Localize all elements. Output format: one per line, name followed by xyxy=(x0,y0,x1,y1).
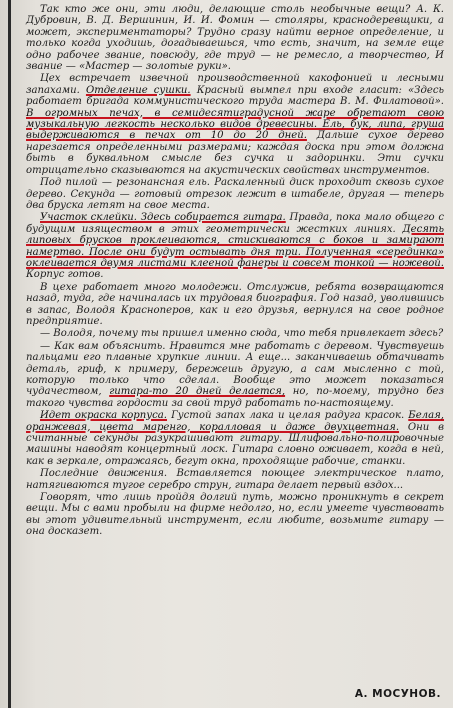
paragraph-intro: Так кто же они, эти люди, делающие столь необычные вещи? А. К. Дубровин, В. Д. Вершинин, И. И. Фомин — столяры, краснодеревщики, а может, экспериментаторы? Трудно сразу найти верное определение, и только когда уходишь, догадываешься, что есть, значит, на земле еще одно рабочее звание, повсюду, где труд — не ремесло, а творчество, И звание — «Мастер — золотые руки». xyxy=(26,4,444,73)
paragraph-final-steps: Последние движения. Вставляется поющее электрическое плато, натягиваются тугое серебро струн, гитара делает первый вздох... xyxy=(26,468,444,491)
paragraph-conclusion: Говорят, что лишь пройдя долгий путь, можно проникнуть в секрет вещи. Мы с вами пробыли на фирме недолго, но, если умеете чувствовать вы этот удивительный инструмент, если любите, возьмите гитару — она досказет. xyxy=(26,492,444,538)
text-run: Красный вымпел при входе гласит: «Здесь работает бригада коммунистического труда мастера В. М. Филатовой». xyxy=(26,84,444,108)
highlighted-phrase: В огромных печах, в семидесятиградусной жаре обретают свою музыкальную легкость несколько видов древесины. Ель, бук, липа, груша выдерживаются в печах от 10 до 20 дней. xyxy=(26,107,444,142)
paragraph-answer xyxy=(26,341,444,409)
paragraph-painting xyxy=(26,410,444,467)
text-run: Дальше сухое дерево нарезается определенными размерами; каждая доска при этом должна быть в буквальном смысле без сучка и задоринки. Эти сучки отрицательно сказываются на акустических свойствах инструментов. xyxy=(26,130,444,176)
article-body xyxy=(26,4,444,704)
author-signature: А. МОСУНОВ. xyxy=(354,688,441,700)
highlighted-phrase: Участок склейки. Здесь собирается гитара. xyxy=(40,212,286,224)
paragraph-saw: Под пилой — резонансная ель. Раскаленный диск проходит сквозь сухое дерево. Секунда — готовый отрезок лежит в штабеле, другая — теперь два бруска летят на свое места. xyxy=(26,177,444,211)
paragraph-question: — Володя, почему ты пришел именно сюда, что тебя привлекает здесь? xyxy=(40,328,444,340)
column-divider-rule xyxy=(8,0,11,708)
text-run: Правда, пока мало общего с будущим изяществом в этих геометрически жестких линиях. xyxy=(26,212,444,235)
paragraph-drying xyxy=(26,73,444,176)
paragraph-youth: В цехе работает много молодежи. Отслужив, ребята возвращаются назад, туда, где начиналась их трудовая биография. Год назад, уволившись в запас, Володя Красноперов, как и его друзья, вернулся на свое родное предприятие. xyxy=(26,281,444,327)
text-run: Они в считанные секунды разукрашивают гитару. Шлифовально-полировочные машины наводят концертный лоск. Гитара словно оживает, когда в ней, как в зеркале, отражаясь, бегут окна, проходящие рабочие, станки. xyxy=(26,421,445,467)
text-run: — Как вам объяснить. Нравится мне работать с деревом. Чувствуешь пальцами его плавные хрупкие линии. А еще... заканчиваешь обтачивать деталь, гриф, к примеру, бережешь другую, а сам мысленно с той, которую только что сделал. Вообще это может показаться чудачеством, xyxy=(26,340,444,398)
highlighted-phrase: Десять липовых брусков проклеиваются, стискиваются с боков и замирают намертво. После они будут остывать дня три. Полученная «серединка» оклеивается двумя листами клееной фанеры и совсем тонкой — ножевой. xyxy=(26,223,444,269)
text-run: Цех встречает извечной производственной какофонией и лесными запахами. xyxy=(26,73,444,96)
highlighted-phrase: гитара-то 20 дней делается, xyxy=(109,386,286,398)
text-run: но, по-моему, трудно без такого чувства гордости за свой труд работать по-настоящему. xyxy=(26,386,445,409)
paragraph-gluing xyxy=(26,212,444,280)
highlighted-phrase: Отделение сушки. xyxy=(85,84,191,96)
highlighted-phrase: Идет окраска корпуса. xyxy=(40,410,168,422)
highlighted-phrase: Белая, оранжевая, цвета маренго, коралловая и даже двухцветная. xyxy=(26,410,445,433)
text-run: Густой запах лака и целая радуга красок. xyxy=(167,410,409,422)
text-run: Корпус готов. xyxy=(26,269,104,281)
